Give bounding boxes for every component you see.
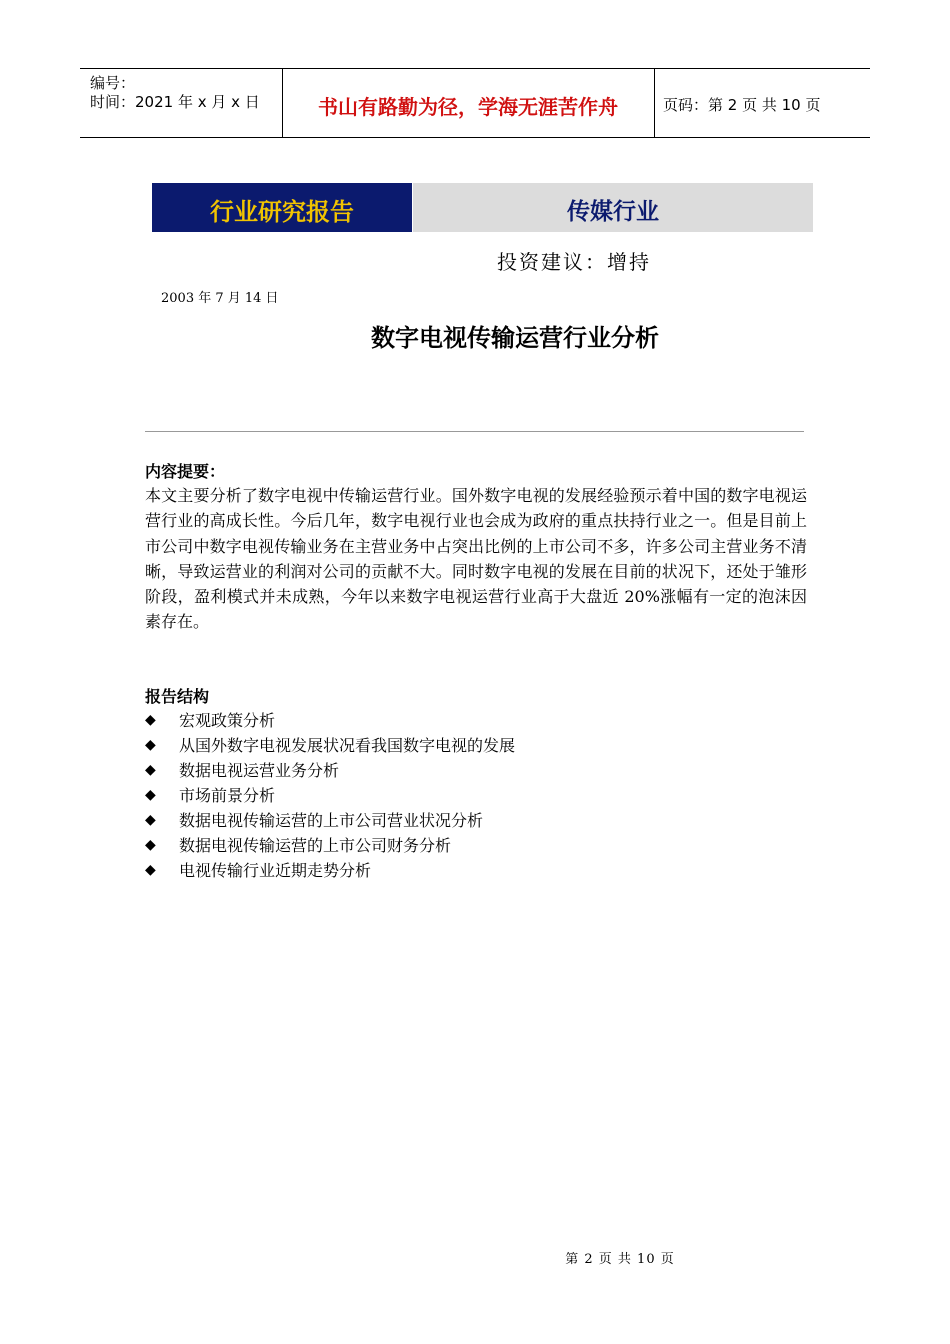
diamond-bullet-icon: ◆ (145, 787, 156, 803)
diamond-bullet-icon: ◆ (145, 762, 156, 778)
header-meta-cell (80, 69, 283, 137)
list-item-label: 数据电视传输运营的上市公司财务分析 (179, 836, 452, 855)
header-motto-cell (282, 69, 655, 137)
list-item (145, 783, 515, 808)
list-item-label: 市场前景分析 (179, 786, 276, 805)
list-item (145, 858, 515, 883)
structure-heading: 报告结构 (145, 687, 210, 706)
list-item (145, 708, 515, 733)
structure-list (145, 708, 515, 883)
diamond-bullet-icon: ◆ (145, 712, 156, 728)
list-item (145, 733, 515, 758)
summary-heading: 内容提要： (145, 462, 226, 481)
report-date: 2003 年 7 月 14 日 (161, 291, 279, 306)
list-item-label: 宏观政策分析 (179, 711, 276, 730)
list-item (145, 833, 515, 858)
divider (145, 431, 804, 432)
header-page-cell (655, 69, 870, 137)
industry-banner (413, 183, 813, 232)
diamond-bullet-icon: ◆ (145, 862, 156, 878)
report-type-label: 行业研究报告 (210, 198, 354, 226)
industry-label: 传媒行业 (567, 199, 659, 225)
page-title: 数字电视传输运营行业分析 (371, 324, 659, 352)
motto: 书山有路勤为径，学海无涯苦作舟 (318, 95, 618, 119)
report-type-banner (152, 183, 412, 232)
page-header (80, 68, 870, 138)
list-item-label: 从国外数字电视发展状况看我国数字电视的发展 (179, 736, 516, 755)
number-label: 编号： (90, 74, 136, 92)
investment-advice: 投资建议：增持 (497, 250, 651, 274)
page-info: 页码：第 2 页 共 10 页 (663, 96, 821, 114)
list-item-label: 电视传输行业近期走势分析 (179, 861, 372, 880)
page-footer: 第 2 页 共 10 页 (565, 1252, 675, 1267)
list-item (145, 758, 515, 783)
diamond-bullet-icon: ◆ (145, 737, 156, 753)
summary-body: 本文主要分析了数字电视中传输运营行业。国外数字电视的发展经验预示着中国的数字电视运营行业的高成长性。今后几年，数字电视行业也会成为政府的重点扶持行业之一。但是目前上市公司中数字电视传输业务在主营业务中占突出比例的上市公司不多，许多公司主营业务不清晰，导致运营业的利润对公司的贡献不大。同时数字电视的发展在目前的状况下，还处于雏形阶段，盈利模式并未成熟，今年以来数字电视运营行业高于大盘近 20%涨幅有一定的泡沫因素存在。 (145, 486, 807, 632)
list-item (145, 808, 515, 833)
list-item-label: 数据电视传输运营的上市公司营业状况分析 (179, 811, 484, 830)
time-label: 时间：2021 年 x 月 x 日 (90, 93, 260, 111)
diamond-bullet-icon: ◆ (145, 812, 156, 828)
diamond-bullet-icon: ◆ (145, 837, 156, 853)
list-item-label: 数据电视运营业务分析 (179, 761, 340, 780)
